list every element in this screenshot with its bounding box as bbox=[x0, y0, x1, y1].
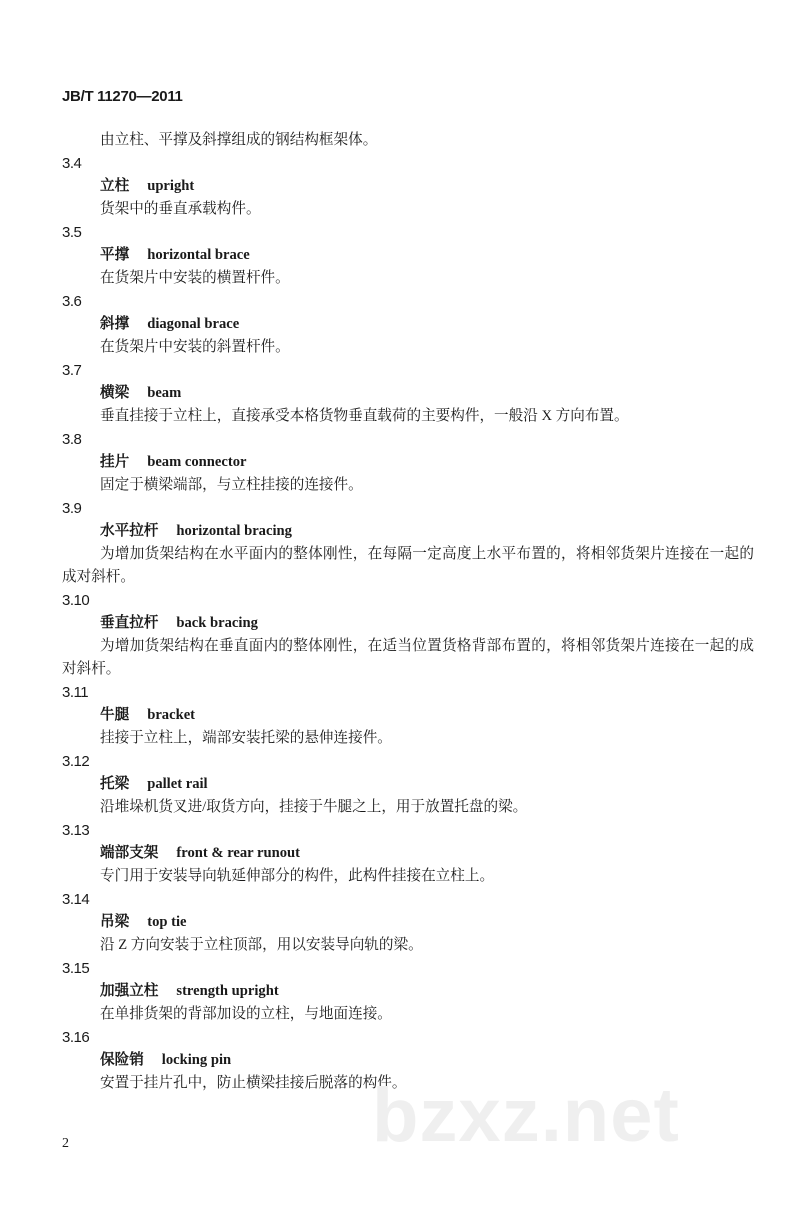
term-definition: 垂直挂接于立柱上，直接承受本格货物垂直载荷的主要构件，一般沿 X 方向布置。 bbox=[100, 408, 629, 424]
term-number: 3.7 bbox=[62, 362, 82, 379]
term-heading bbox=[62, 244, 754, 267]
term-chinese: 牛腿 bbox=[100, 707, 130, 723]
term-definition: 为增加货架结构在水平面内的整体刚性，在每隔一定高度上水平布置的，将相邻货架片连接在一起的成对斜杆。 bbox=[62, 546, 754, 585]
term-entries bbox=[62, 152, 754, 1095]
term-chinese: 挂片 bbox=[100, 454, 130, 470]
term-number: 3.8 bbox=[62, 431, 82, 448]
term-number: 3.9 bbox=[62, 500, 82, 517]
term-english: pallet rail bbox=[147, 776, 208, 792]
term-entry bbox=[62, 750, 754, 819]
term-entry bbox=[62, 359, 754, 428]
term-heading bbox=[62, 704, 754, 727]
term-english: bracket bbox=[147, 707, 196, 723]
term-heading bbox=[62, 1049, 754, 1072]
term-english: beam connector bbox=[147, 454, 247, 470]
term-entry bbox=[62, 681, 754, 750]
term-chinese: 平撑 bbox=[100, 247, 130, 263]
term-heading bbox=[62, 911, 754, 934]
term-number: 3.16 bbox=[62, 1029, 90, 1046]
term-entry bbox=[62, 497, 754, 589]
term-english: horizontal bracing bbox=[176, 523, 292, 539]
term-entry bbox=[62, 819, 754, 888]
term-heading bbox=[62, 612, 754, 635]
term-english: beam bbox=[147, 385, 182, 401]
term-number: 3.5 bbox=[62, 224, 82, 241]
term-definition: 安置于挂片孔中，防止横梁挂接后脱落的构件。 bbox=[100, 1075, 407, 1091]
watermark: bzxz.net bbox=[372, 1073, 680, 1158]
term-heading bbox=[62, 980, 754, 1003]
term-heading bbox=[62, 520, 754, 543]
term-english: locking pin bbox=[161, 1052, 232, 1068]
term-definition: 货架中的垂直承载构件。 bbox=[100, 201, 261, 217]
term-heading bbox=[62, 313, 754, 336]
intro-text: 由立柱、平撑及斜撑组成的钢结构框架体。 bbox=[100, 132, 378, 148]
term-definition: 为增加货架结构在垂直面内的整体刚性，在适当位置货格背部布置的，将相邻货架片连接在一起的成对斜杆。 bbox=[62, 638, 754, 677]
standard-code-header: JB/T 11270—2011 bbox=[62, 88, 183, 105]
term-definition: 固定于横梁端部，与立柱挂接的连接件。 bbox=[100, 477, 363, 493]
term-number: 3.14 bbox=[62, 891, 90, 908]
term-definition: 专门用于安装导向轨延伸部分的构件，此构件挂接在立柱上。 bbox=[100, 868, 495, 884]
term-english: back bracing bbox=[176, 615, 258, 631]
term-heading bbox=[62, 451, 754, 474]
term-definition: 沿 Z 方向安装于立柱顶部，用以安装导向轨的梁。 bbox=[100, 937, 423, 953]
term-entry bbox=[62, 957, 754, 1026]
term-english: top tie bbox=[147, 914, 187, 930]
term-english: front & rear runout bbox=[176, 845, 301, 861]
term-definition: 在货架片中安装的斜置杆件。 bbox=[100, 339, 290, 355]
term-english: upright bbox=[147, 178, 195, 194]
term-chinese: 斜撑 bbox=[100, 316, 130, 332]
term-english: strength upright bbox=[176, 983, 279, 999]
term-definition: 在单排货架的背部加设的立柱，与地面连接。 bbox=[100, 1006, 392, 1022]
term-heading bbox=[62, 773, 754, 796]
term-chinese: 立柱 bbox=[100, 178, 130, 194]
term-chinese: 保险销 bbox=[100, 1052, 144, 1068]
term-heading bbox=[62, 175, 754, 198]
term-entry bbox=[62, 888, 754, 957]
term-heading bbox=[62, 382, 754, 405]
term-entry bbox=[62, 589, 754, 681]
term-number: 3.11 bbox=[62, 684, 89, 701]
term-chinese: 水平拉杆 bbox=[100, 523, 159, 539]
term-definition: 在货架片中安装的横置杆件。 bbox=[100, 270, 290, 286]
term-entry bbox=[62, 428, 754, 497]
term-entry bbox=[62, 221, 754, 290]
page-number: 2 bbox=[62, 1136, 69, 1151]
term-entry bbox=[62, 152, 754, 221]
term-english: horizontal brace bbox=[147, 247, 250, 263]
term-number: 3.15 bbox=[62, 960, 90, 977]
document-body bbox=[62, 129, 754, 1095]
term-number: 3.4 bbox=[62, 155, 82, 172]
term-heading bbox=[62, 842, 754, 865]
term-number: 3.10 bbox=[62, 592, 90, 609]
term-english: diagonal brace bbox=[147, 316, 240, 332]
term-entry bbox=[62, 290, 754, 359]
term-number: 3.12 bbox=[62, 753, 90, 770]
term-definition: 沿堆垛机货叉进/取货方向，挂接于牛腿之上，用于放置托盘的梁。 bbox=[100, 799, 528, 815]
term-chinese: 托梁 bbox=[100, 776, 130, 792]
term-chinese: 横梁 bbox=[100, 385, 130, 401]
term-chinese: 端部支架 bbox=[100, 845, 159, 861]
term-chinese: 吊梁 bbox=[100, 914, 130, 930]
term-chinese: 垂直拉杆 bbox=[100, 615, 159, 631]
term-chinese: 加强立柱 bbox=[100, 983, 159, 999]
term-definition: 挂接于立柱上，端部安装托梁的悬伸连接件。 bbox=[100, 730, 392, 746]
term-number: 3.13 bbox=[62, 822, 90, 839]
term-number: 3.6 bbox=[62, 293, 82, 310]
